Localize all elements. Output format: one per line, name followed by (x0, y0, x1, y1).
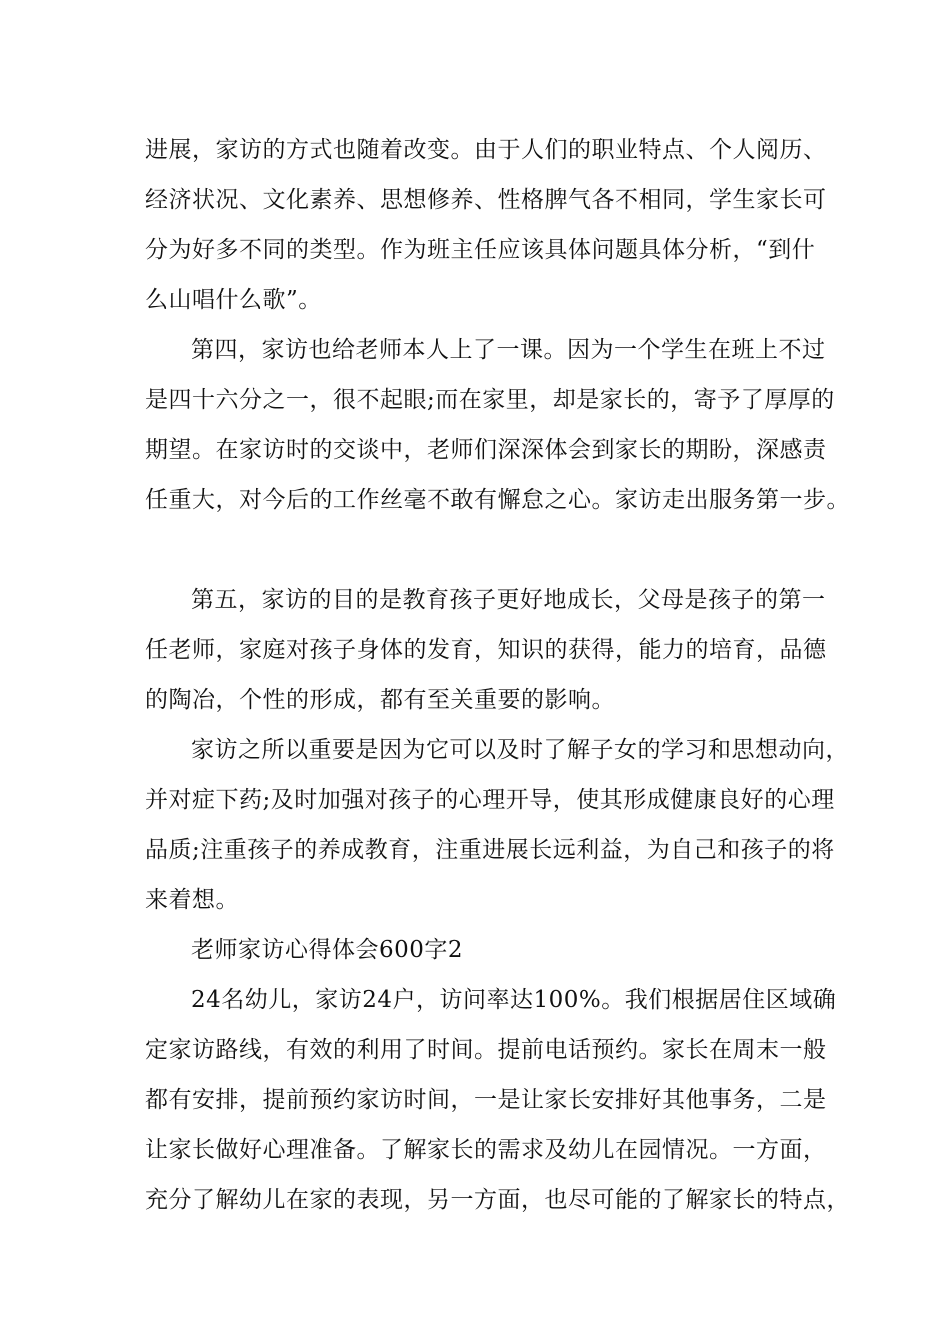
text-line: 进展，家访的方式也随着改变。由于人们的职业特点、个人阅历、 (145, 137, 827, 163)
paragraph-first-line: 第五，家访的目的是教育孩子更好地成长，父母是孩子的第一 (191, 587, 826, 613)
text-line: 分为好多不同的类型。作为班主任应该具体问题具体分析，“到什 (145, 237, 816, 263)
section-heading: 老师家访心得体会600字2 (191, 937, 464, 963)
text-line: 品质;注重孩子的养成教育，注重进展长远利益，为自己和孩子的将 (145, 837, 835, 863)
text-line: 期望。在家访时的交谈中，老师们深深体会到家长的期盼，深感责 (145, 437, 827, 463)
text-line: 任重大，对今后的工作丝毫不敢有懈怠之心。家访走出服务第一步。 (145, 487, 850, 513)
text-line: 都有安排，提前预约家访时间，一是让家长安排好其他事务，二是 (145, 1087, 827, 1113)
text-line: 充分了解幼儿在家的表现，另一方面，也尽可能的了解家长的特点， (145, 1187, 850, 1213)
text-line: 么山唱什么歌”。 (145, 287, 322, 313)
paragraph-first-line: 家访之所以重要是因为它可以及时了解子女的学习和思想动向， (191, 737, 849, 763)
paragraph-first-line: 24名幼儿，家访24户，访问率达100%。我们根据居住区域确 (191, 987, 837, 1013)
text-line: 的陶冶，个性的形成，都有至关重要的影响。 (145, 687, 615, 713)
text-line: 是四十六分之一，很不起眼;而在家里，却是家长的，寄予了厚厚的 (145, 387, 835, 413)
text-line: 并对症下药;及时加强对孩子的心理开导，使其形成健康良好的心理 (145, 787, 835, 813)
paragraph-first-line: 第四，家访也给老师本人上了一课。因为一个学生在班上不过 (191, 337, 826, 363)
text-line: 让家长做好心理准备。了解家长的需求及幼儿在园情况。一方面， (145, 1137, 827, 1163)
text-line: 来着想。 (145, 887, 239, 913)
text-line: 经济状况、文化素养、思想修养、性格脾气各不相同，学生家长可 (145, 187, 827, 213)
text-line: 任老师，家庭对孩子身体的发育，知识的获得，能力的培育，品德 (145, 637, 827, 663)
text-line: 定家访路线，有效的利用了时间。提前电话预约。家长在周末一般 (145, 1037, 827, 1063)
